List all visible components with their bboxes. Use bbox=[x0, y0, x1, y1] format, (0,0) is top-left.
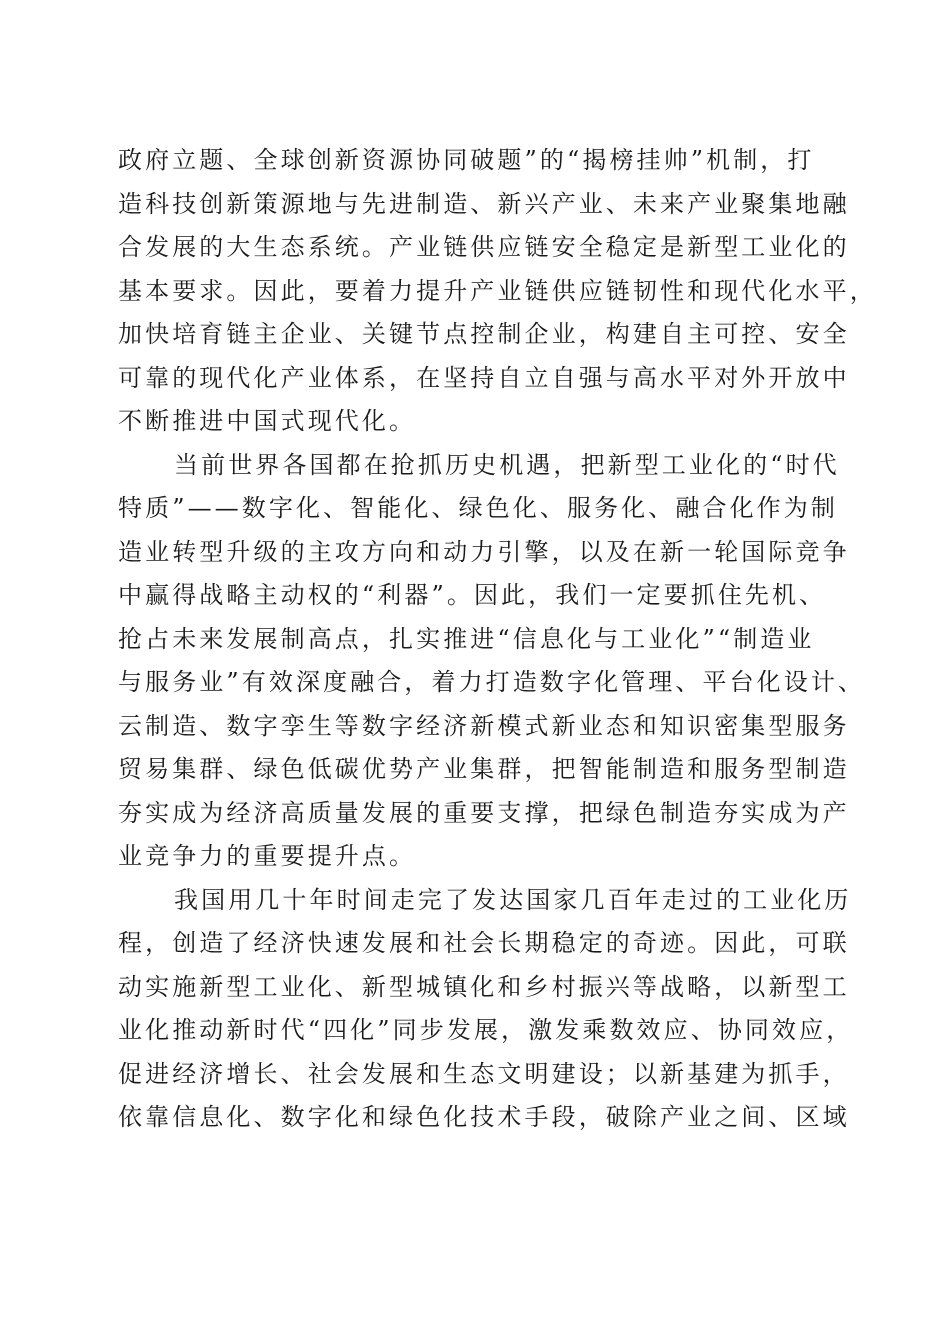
text-line: 程，创造了经济快速发展和社会长期稳定的奇迹。因此，可联 bbox=[118, 929, 850, 957]
text-line: 基本要求。因此，要着力提升产业链供应链韧性和现代化水平， bbox=[118, 276, 877, 305]
text-line: 中赢得战略主动权的“利器”。因此，我们一定要抓住先机、 bbox=[118, 581, 827, 609]
text-line: 与服务业”有效深度融合，着力打造数字化管理、平台化设计、 bbox=[118, 668, 866, 696]
text-line: 造科技创新策源地与先进制造、新兴产业、未来产业聚集地融 bbox=[118, 189, 850, 218]
text-line: 合发展的大生态系统。产业链供应链安全稳定是新型工业化的 bbox=[118, 233, 850, 261]
text-line: 业化推动新时代“四化”同步发展，激发乘数效应、协同效应， bbox=[118, 1016, 854, 1044]
text-line: 动实施新型工业化、新型城镇化和乡村振兴等战略，以新型工 bbox=[118, 972, 850, 1001]
document-body bbox=[118, 139, 877, 1140]
text-line: 业竞争力的重要提升点。 bbox=[118, 842, 417, 870]
text-line: 特质”——数字化、智能化、绿色化、服务化、融合化作为制 bbox=[118, 494, 838, 522]
text-line: 不断推进中国式现代化。 bbox=[118, 407, 417, 435]
text-line: 政府立题、全球创新资源协同破题”的“揭榜挂帅”机制，打 bbox=[118, 146, 815, 174]
paragraph-first-line: 当前世界各国都在抢抓历史机遇，把新型工业化的“时代 bbox=[174, 450, 840, 479]
text-line: 贸易集群、绿色低碳优势产业集群，把智能制造和服务型制造 bbox=[118, 755, 850, 783]
text-line: 造业转型升级的主攻方向和动力引擎，以及在新一轮国际竞争 bbox=[118, 537, 850, 566]
text-line: 云制造、数字孪生等数字经济新模式新业态和知识密集型服务 bbox=[118, 711, 850, 740]
text-line: 促进经济增长、社会发展和生态文明建设；以新基建为抓手， bbox=[118, 1059, 850, 1088]
paragraph-first-line: 我国用几十年时间走完了发达国家几百年走过的工业化历 bbox=[174, 885, 852, 914]
text-line: 夯实成为经济高质量发展的重要支撑，把绿色制造夯实成为产 bbox=[118, 798, 850, 827]
text-line: 抢占未来发展制高点，扎实推进“信息化与工业化”“制造业 bbox=[118, 624, 815, 653]
text-line: 加快培育链主企业、关键节点控制企业，构建自主可控、安全 bbox=[118, 320, 850, 348]
text-line: 可靠的现代化产业体系，在坚持自立自强与高水平对外开放中 bbox=[118, 363, 850, 392]
text-line: 依靠信息化、数字化和绿色化技术手段，破除产业之间、区域 bbox=[118, 1103, 850, 1131]
